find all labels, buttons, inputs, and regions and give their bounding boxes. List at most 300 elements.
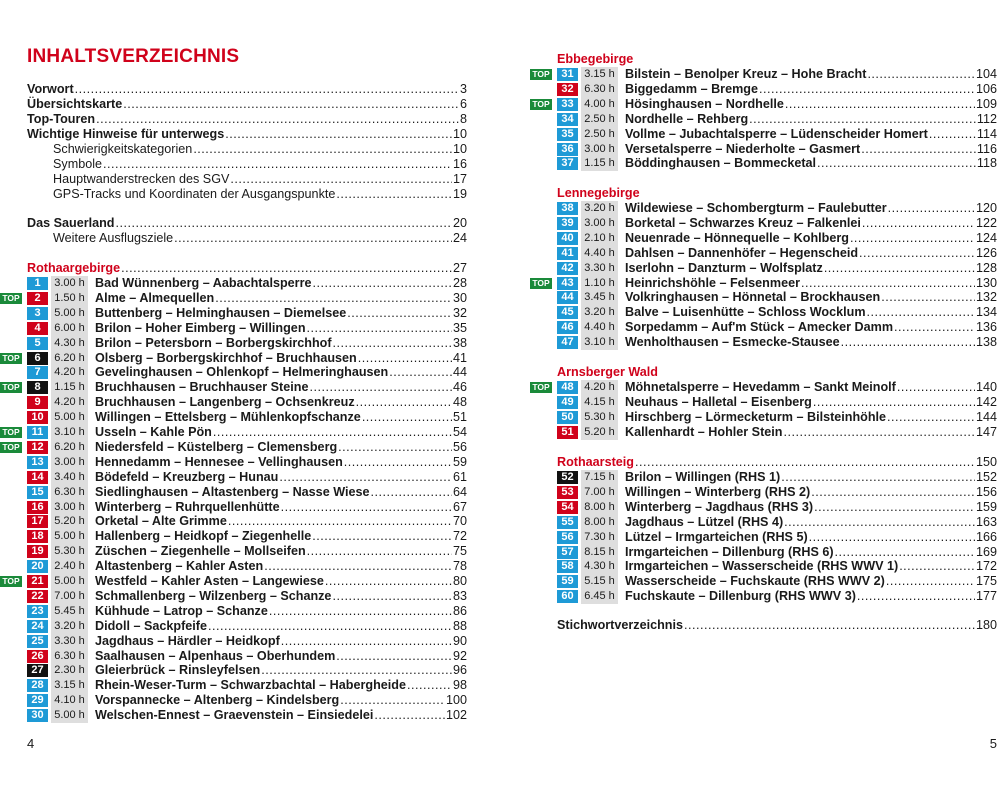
toc-title: INHALTSVERZEICHNIS <box>27 46 240 67</box>
tour-entry[interactable] <box>27 544 467 559</box>
entry-title: Möhnetalsperre – Hevedamm – Sankt Meinolf <box>625 380 896 394</box>
leader-line <box>95 455 467 470</box>
top-tour-badge: TOP <box>0 576 22 587</box>
toc-tour-row[interactable] <box>27 693 467 708</box>
leader-line <box>625 320 997 335</box>
entry-title: Welschen-Ennest – Graevenstein – Einsiedelei <box>95 708 374 723</box>
tour-entry[interactable] <box>27 604 467 619</box>
toc-tour-row[interactable] <box>557 485 997 500</box>
dot-leader <box>813 395 975 410</box>
tour-duration: 2.30 h <box>51 663 88 678</box>
tour-entry[interactable] <box>27 395 467 410</box>
tour-entry[interactable] <box>532 67 997 82</box>
entry-title: Olsberg – Borbergskirchhof – Bruchhausen <box>95 350 357 365</box>
tour-duration: 4.40 h <box>581 246 618 261</box>
toc-tour-row[interactable] <box>557 156 997 171</box>
leader-line <box>625 305 997 320</box>
tour-entry[interactable] <box>2 380 467 395</box>
leader-line <box>625 231 997 246</box>
section-title: Lennegebirge <box>557 186 640 200</box>
entry-title: Lützel – Irmgarteichen (RHS 5) <box>625 529 808 544</box>
leader-line <box>95 380 467 395</box>
tour-entry[interactable] <box>557 559 997 574</box>
dot-leader <box>208 619 452 634</box>
tour-entry[interactable] <box>557 246 997 261</box>
dot-leader <box>333 336 452 351</box>
toc-tour-row[interactable] <box>557 290 997 305</box>
tour-entry[interactable] <box>557 530 997 545</box>
page-ref: 120 <box>975 201 997 215</box>
section-heading[interactable] <box>557 455 997 470</box>
toc-tour-row[interactable] <box>557 500 997 515</box>
leader-line <box>625 500 997 515</box>
tour-entry[interactable] <box>557 515 997 530</box>
toc-entry[interactable] <box>27 97 467 112</box>
entry-title: Bruchhausen – Langenberg – Ochsenkreuz <box>95 395 355 410</box>
entry-title: Sorpedamm – Auf'm Stück – Amecker Damm <box>625 320 894 335</box>
toc-tour-row[interactable] <box>27 589 467 604</box>
entry-title: Jagdhaus – Härdler – Heidkopf <box>95 633 280 648</box>
leader-line <box>27 216 467 231</box>
page-ref: 92 <box>452 648 467 663</box>
page-ref: 8 <box>459 112 467 126</box>
tour-duration: 4.10 h <box>51 693 88 708</box>
page-ref: 32 <box>452 305 467 320</box>
toc-tour-row[interactable] <box>557 82 997 97</box>
entry-title: Gevelinghausen – Ohlenkopf – Helmeringhausen <box>95 365 389 380</box>
toc-subentry[interactable] <box>53 157 467 172</box>
toc-tour-row[interactable] <box>27 485 467 500</box>
tour-duration: 5.00 h <box>51 410 88 425</box>
tour-entry[interactable] <box>557 574 997 589</box>
page-ref: 100 <box>445 693 467 708</box>
tour-entry[interactable] <box>27 634 467 649</box>
page-number-left: 4 <box>27 736 35 751</box>
tour-entry[interactable] <box>532 96 997 112</box>
toc-tour-row[interactable] <box>27 321 467 336</box>
tour-number: 36 <box>557 143 578 156</box>
tour-entry[interactable] <box>557 127 997 142</box>
page-ref: 46 <box>452 380 467 395</box>
toc-entry-index[interactable] <box>557 618 997 633</box>
page-ref: 41 <box>452 350 467 365</box>
section-title: Arnsberger Wald <box>557 365 659 379</box>
toc-tour-row[interactable] <box>27 470 467 485</box>
tour-entry[interactable] <box>557 231 997 246</box>
leader-line <box>625 201 997 216</box>
page-ref: 35 <box>452 320 467 335</box>
dot-leader <box>116 216 452 231</box>
dot-leader <box>867 305 975 320</box>
toc-tour-row[interactable] <box>557 515 997 530</box>
dot-leader <box>347 306 452 321</box>
tour-entry[interactable] <box>557 290 997 305</box>
tour-number: 50 <box>557 411 578 424</box>
dot-leader <box>230 172 452 187</box>
tour-entry[interactable] <box>2 425 467 440</box>
toc-tour-row[interactable] <box>532 380 997 395</box>
entry-title: Schwierigkeitskategorien <box>53 142 193 156</box>
tour-duration: 5.00 h <box>51 529 88 544</box>
tour-duration: 2.50 h <box>581 112 618 127</box>
leader-line <box>53 142 467 157</box>
entry-title: Borketal – Schwarzes Kreuz – Falkenlei <box>625 215 861 230</box>
toc-tour-row[interactable] <box>27 544 467 559</box>
tour-entry[interactable] <box>557 156 997 171</box>
leader-line <box>625 246 997 261</box>
page-ref: 130 <box>975 275 997 290</box>
page-ref: 175 <box>975 574 997 589</box>
toc-tour-row[interactable] <box>557 231 997 246</box>
leader-line <box>27 82 467 97</box>
page-ref: 30 <box>452 290 467 305</box>
toc-tour-row[interactable] <box>532 96 997 112</box>
tour-duration: 8.00 h <box>581 515 618 530</box>
tour-duration: 2.10 h <box>581 231 618 246</box>
toc-tour-row[interactable] <box>557 246 997 261</box>
toc-tour-row[interactable] <box>27 619 467 634</box>
tour-duration: 1.50 h <box>51 291 88 306</box>
toc-tour-row[interactable] <box>557 425 997 440</box>
dot-leader <box>264 559 452 574</box>
tour-duration: 6.00 h <box>51 321 88 336</box>
page-ref: 96 <box>452 663 467 678</box>
leader-line <box>95 395 467 410</box>
page-ref: 142 <box>975 394 997 409</box>
toc-tour-row[interactable] <box>27 410 467 425</box>
tour-number: 35 <box>557 128 578 141</box>
toc-subentry[interactable] <box>53 187 467 202</box>
tour-entry[interactable] <box>27 708 467 723</box>
toc-tour-row[interactable] <box>557 395 997 410</box>
dot-leader <box>824 261 975 276</box>
dot-leader <box>358 351 452 366</box>
tour-number: 42 <box>557 262 578 275</box>
tour-number: 29 <box>27 694 48 707</box>
tour-entry[interactable] <box>27 678 467 693</box>
toc-tour-row[interactable] <box>557 305 997 320</box>
dot-leader <box>850 231 975 246</box>
tour-entry[interactable] <box>532 275 997 291</box>
toc-tour-row[interactable] <box>27 276 467 291</box>
tour-entry[interactable] <box>27 514 467 529</box>
page-ref: 24 <box>452 231 467 245</box>
toc-tour-row[interactable] <box>27 500 467 515</box>
page-ref: 140 <box>975 380 997 394</box>
page-ref: 3 <box>459 82 467 96</box>
entry-title: Hennedamm – Hennesee – Vellinghausen <box>95 454 343 469</box>
leader-line <box>95 410 467 425</box>
tour-entry[interactable] <box>27 693 467 708</box>
toc-tour-row[interactable] <box>2 350 467 366</box>
tour-entry[interactable] <box>27 410 467 425</box>
toc-tour-row[interactable] <box>557 470 997 485</box>
toc-tour-row[interactable] <box>27 604 467 619</box>
toc-tour-row[interactable] <box>27 395 467 410</box>
toc-tour-row[interactable] <box>557 216 997 231</box>
entry-title: Biggedamm – Bremge <box>625 81 758 96</box>
toc-subentry[interactable] <box>53 231 467 246</box>
tour-number: 28 <box>27 679 48 692</box>
tour-entry[interactable] <box>557 395 997 410</box>
tour-entry[interactable] <box>557 82 997 97</box>
tour-entry[interactable] <box>27 455 467 470</box>
tour-duration: 7.30 h <box>581 530 618 545</box>
toc-tour-row[interactable] <box>557 320 997 335</box>
dot-leader <box>801 276 975 291</box>
toc-entry[interactable] <box>27 127 467 142</box>
tour-entry[interactable] <box>557 142 997 157</box>
tour-number: 31 <box>557 68 578 81</box>
dot-leader <box>281 634 452 649</box>
tour-entry[interactable] <box>27 365 467 380</box>
entry-title: Vollme – Jubachtalsperre – Lüdenscheider Homert <box>625 126 928 141</box>
leader-line <box>53 187 467 202</box>
toc-tour-row[interactable] <box>557 410 997 425</box>
toc-tour-row[interactable] <box>557 127 997 142</box>
dot-leader <box>374 708 445 723</box>
entry-title: Fuchskaute – Dillenburg (RHS WWV 3) <box>625 589 856 604</box>
leader-line <box>53 231 467 246</box>
tour-number: 6 <box>27 352 48 365</box>
tour-entry[interactable] <box>532 380 997 395</box>
page-ref: 134 <box>975 305 997 320</box>
toc-tour-row[interactable] <box>557 574 997 589</box>
leader-line <box>557 455 997 470</box>
leader-line <box>95 589 467 604</box>
dot-leader <box>783 425 975 440</box>
entry-title: Übersichtskarte <box>27 97 123 111</box>
entry-title: Hauptwanderstrecken des SGV <box>53 172 230 186</box>
tour-number: 16 <box>27 501 48 514</box>
toc-tour-row[interactable] <box>557 142 997 157</box>
tour-entry[interactable] <box>27 589 467 604</box>
page-ref: 54 <box>452 425 467 439</box>
leader-line <box>625 395 997 410</box>
leader-line <box>95 470 467 485</box>
dot-leader <box>281 500 452 515</box>
tour-entry[interactable] <box>557 216 997 231</box>
tour-duration: 2.50 h <box>581 127 618 142</box>
leader-line <box>557 618 997 633</box>
dot-leader <box>336 187 452 202</box>
dot-leader <box>338 440 452 455</box>
tour-number: 27 <box>27 664 48 677</box>
entry-title: Symbole <box>53 157 102 171</box>
dot-leader <box>103 157 452 172</box>
dot-leader <box>193 142 452 157</box>
tour-entry[interactable] <box>27 649 467 664</box>
leader-line <box>95 678 467 693</box>
entry-title: Schmallenberg – Wilzenberg – Schanze <box>95 588 332 603</box>
toc-tour-row[interactable] <box>2 290 467 306</box>
toc-tour-row[interactable] <box>557 335 997 350</box>
page-ref: 150 <box>975 455 997 469</box>
tour-entry[interactable] <box>557 261 997 276</box>
tour-entry[interactable] <box>27 485 467 500</box>
tour-duration: 1.10 h <box>581 276 618 291</box>
dot-leader <box>811 485 975 500</box>
toc-tour-row[interactable] <box>557 530 997 545</box>
leader-line <box>95 365 467 380</box>
toc-tour-row[interactable] <box>557 545 997 560</box>
page-ref: 166 <box>975 529 997 544</box>
toc-tour-row[interactable] <box>27 365 467 380</box>
toc-tour-row[interactable] <box>557 589 997 604</box>
page-ref: 124 <box>975 230 997 245</box>
tour-entry[interactable] <box>557 545 997 560</box>
dot-leader <box>340 693 445 708</box>
tour-entry[interactable] <box>27 276 467 291</box>
tour-entry[interactable] <box>27 470 467 485</box>
tour-duration: 7.15 h <box>581 470 618 485</box>
tour-duration: 3.45 h <box>581 290 618 305</box>
tour-duration: 3.10 h <box>51 425 88 440</box>
tour-number: 13 <box>27 456 48 469</box>
page-ref: 116 <box>976 141 997 156</box>
tour-entry[interactable] <box>557 425 997 440</box>
tour-entry[interactable] <box>27 663 467 678</box>
toc-tour-row[interactable] <box>27 306 467 321</box>
page-ref: 72 <box>452 529 467 544</box>
tour-duration: 5.00 h <box>51 306 88 321</box>
leader-line <box>53 157 467 172</box>
toc-subentry[interactable] <box>53 172 467 187</box>
toc-tour-row[interactable] <box>27 634 467 649</box>
tour-duration: 6.20 h <box>51 351 88 366</box>
toc-entry[interactable] <box>27 112 467 127</box>
section-heading[interactable] <box>557 52 997 67</box>
entry-title: Züschen – Ziegenhelle – Mollseifen <box>95 544 306 559</box>
dot-leader <box>881 290 975 305</box>
toc-tour-row[interactable] <box>2 439 467 455</box>
toc-tour-row[interactable] <box>557 559 997 574</box>
toc-tour-row[interactable] <box>532 67 997 82</box>
page-ref: 83 <box>452 588 467 603</box>
tour-entry[interactable] <box>557 500 997 515</box>
tour-number: 38 <box>557 202 578 215</box>
toc-tour-row[interactable] <box>557 261 997 276</box>
entry-title: Versetalsperre – Niederholte – Gasmert <box>625 141 861 156</box>
tour-duration: 4.40 h <box>581 320 618 335</box>
section-heading-rothaargebirge[interactable] <box>27 261 467 276</box>
dot-leader <box>123 97 459 112</box>
tour-entry[interactable] <box>557 470 997 485</box>
dot-leader <box>213 425 452 440</box>
tour-number: 8 <box>27 381 48 394</box>
leader-line <box>625 97 997 112</box>
page-ref: 17 <box>452 172 467 186</box>
tour-entry[interactable] <box>27 306 467 321</box>
entry-title: Kühhude – Latrop – Schanze <box>95 603 268 618</box>
page-ref: 147 <box>975 424 997 439</box>
page-ref: 112 <box>976 111 997 126</box>
tour-number: 25 <box>27 635 48 648</box>
leader-line <box>95 514 467 529</box>
toc-tour-row[interactable] <box>27 514 467 529</box>
tour-duration: 7.00 h <box>51 589 88 604</box>
tour-duration: 6.20 h <box>51 440 88 455</box>
tour-entry[interactable] <box>27 336 467 351</box>
toc-tour-row[interactable] <box>2 380 467 395</box>
tour-number: 40 <box>557 232 578 245</box>
tour-entry[interactable] <box>27 500 467 515</box>
tour-entry[interactable] <box>557 589 997 604</box>
toc-tour-row[interactable] <box>2 425 467 440</box>
tour-entry[interactable] <box>557 320 997 335</box>
page-ref: 136 <box>975 320 997 335</box>
tour-entry[interactable] <box>27 559 467 574</box>
page-ref: 78 <box>452 559 467 574</box>
toc-tour-row[interactable] <box>27 559 467 574</box>
tour-duration: 1.15 h <box>51 380 88 395</box>
entry-title: Vorwort <box>27 82 74 96</box>
toc-tour-row[interactable] <box>27 663 467 678</box>
dot-leader <box>312 529 452 544</box>
section-heading[interactable] <box>557 365 997 380</box>
page-ref: 126 <box>975 245 997 260</box>
tour-entry[interactable] <box>2 439 467 455</box>
tour-entry[interactable] <box>557 201 997 216</box>
entry-title: Willingen – Ettelsberg – Mühlenkopfschanze <box>95 410 361 425</box>
toc-tour-row[interactable] <box>27 708 467 723</box>
tour-entry[interactable] <box>27 529 467 544</box>
entry-title: Böddinghausen – Bommecketal <box>625 156 817 171</box>
tour-entry[interactable] <box>2 290 467 306</box>
tour-number: 21 <box>27 575 48 588</box>
dot-leader <box>261 663 452 678</box>
toc-entry[interactable] <box>27 216 467 231</box>
page-ref: 169 <box>975 544 997 559</box>
tour-number: 44 <box>557 291 578 304</box>
page-ref: 10 <box>452 142 467 156</box>
dot-leader <box>325 574 452 589</box>
dot-leader <box>862 216 975 231</box>
toc-tour-row[interactable] <box>27 529 467 544</box>
toc-tour-row[interactable] <box>27 649 467 664</box>
toc-tour-row[interactable] <box>557 112 997 127</box>
dot-leader <box>635 455 975 470</box>
page-ref: 19 <box>452 187 467 201</box>
leader-line <box>625 425 997 440</box>
tour-entry[interactable] <box>2 574 467 589</box>
leader-line <box>95 336 467 351</box>
toc-entry[interactable] <box>27 82 467 97</box>
tour-duration: 3.00 h <box>51 500 88 515</box>
toc-tour-row[interactable] <box>27 336 467 351</box>
toc-tour-row[interactable] <box>27 455 467 470</box>
toc-subentry[interactable] <box>53 142 467 157</box>
toc-tour-row[interactable] <box>557 201 997 216</box>
dot-leader <box>841 335 975 350</box>
tour-entry[interactable] <box>557 485 997 500</box>
tour-entry[interactable] <box>27 619 467 634</box>
tour-entry[interactable] <box>557 305 997 320</box>
tour-entry[interactable] <box>557 112 997 127</box>
tour-entry[interactable] <box>557 410 997 425</box>
toc-tour-row[interactable] <box>532 275 997 291</box>
section-heading[interactable] <box>557 186 997 201</box>
tour-duration: 1.15 h <box>581 156 618 171</box>
leader-line <box>625 589 997 604</box>
toc-tour-row[interactable] <box>27 678 467 693</box>
tour-entry[interactable] <box>2 350 467 366</box>
dot-leader <box>894 320 975 335</box>
tour-entry[interactable] <box>557 335 997 350</box>
leader-line <box>95 574 467 589</box>
tour-entry[interactable] <box>27 321 467 336</box>
toc-tour-row[interactable] <box>2 574 467 589</box>
